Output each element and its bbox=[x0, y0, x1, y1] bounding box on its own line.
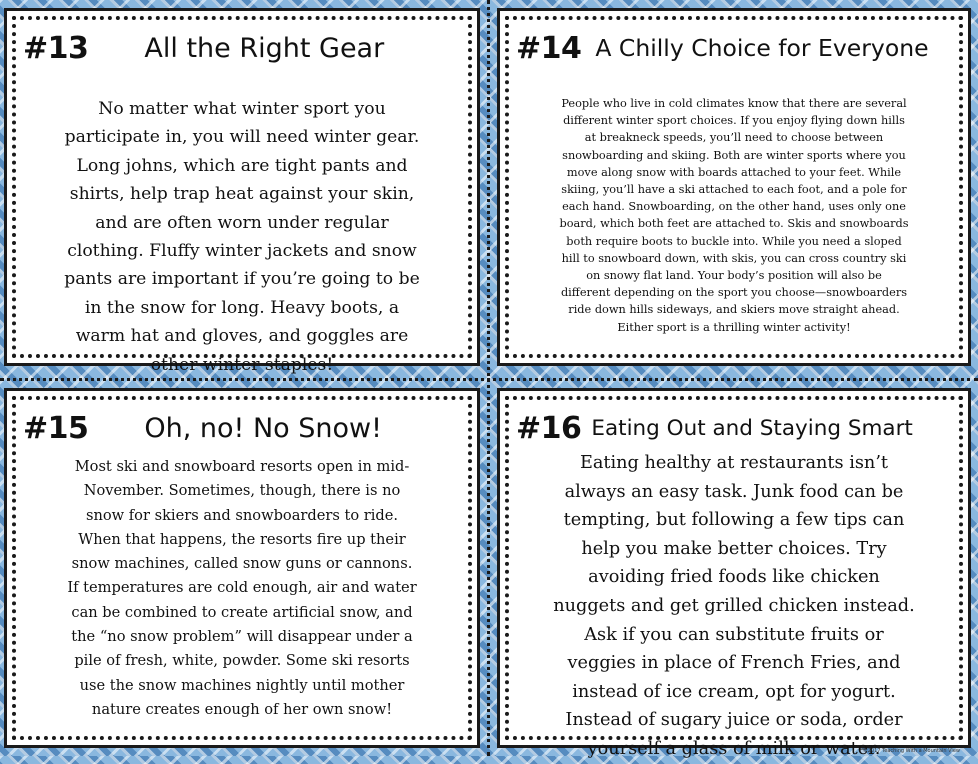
card-header bbox=[516, 405, 956, 451]
card-number: #13 bbox=[23, 30, 89, 66]
text-line: nature creates enough of her own snow! bbox=[91, 700, 393, 718]
task-card-14 bbox=[497, 8, 971, 366]
text-line: Eating healthy at restaurants isn’t bbox=[579, 453, 889, 473]
text-line: other winter staples! bbox=[150, 354, 334, 375]
card-body bbox=[512, 449, 956, 764]
card-body bbox=[19, 95, 465, 379]
card-title: Oh, no! No Snow! bbox=[144, 412, 382, 444]
text-line: participate in, you will need winter gear. bbox=[64, 127, 420, 148]
card-header bbox=[516, 25, 956, 71]
card-body bbox=[19, 455, 465, 722]
text-line: each hand. Snowboarding, on the other hand, uses only one bbox=[562, 200, 906, 214]
text-line: the “no snow problem” will disappear under a bbox=[71, 628, 413, 646]
card-header bbox=[23, 25, 465, 71]
text-line: Instead of sugary juice or soda, order bbox=[565, 710, 903, 731]
text-line: always an easy task. Junk food can be bbox=[564, 481, 904, 502]
text-line: instead of ice cream, opt for yogurt. bbox=[572, 681, 896, 702]
copyright-notice: ©2017 Teaching With a Mountain View bbox=[862, 748, 960, 754]
text-line: Either sport is a thrilling winter activity! bbox=[617, 320, 851, 334]
text-line: shirts, help trap heat against your skin, bbox=[69, 184, 415, 205]
text-line: different winter sport choices. If you enjoy flying down hills bbox=[563, 114, 905, 128]
card-header bbox=[23, 405, 465, 451]
card-title: A Chilly Choice for Everyone bbox=[595, 34, 929, 62]
card-title: All the Right Gear bbox=[144, 32, 385, 64]
card-number: #16 bbox=[516, 410, 582, 446]
text-line: snow for skiers and snowboarders to ride. bbox=[85, 506, 399, 524]
text-line: help you make better choices. Try bbox=[581, 538, 887, 559]
text-line: can be combined to create artificial snow, and bbox=[71, 603, 413, 621]
text-line: November. Sometimes, though, there is no bbox=[83, 482, 401, 500]
text-line: snow machines, called snow guns or cannons. bbox=[71, 555, 413, 573]
text-line: People who live in cold climates know that there are several bbox=[561, 97, 907, 110]
card-title: Eating Out and Staying Smart bbox=[591, 415, 913, 441]
text-line: on snowy flat land. Your body’s position will also be bbox=[586, 269, 882, 283]
text-line: snowboarding and skiing. Both are winter sports where you bbox=[562, 148, 906, 162]
task-card-15 bbox=[4, 388, 480, 748]
text-line: tempting, but following a few tips can bbox=[563, 510, 905, 531]
text-line: Ask if you can substitute fruits or bbox=[584, 624, 884, 645]
text-line: ride down hills sideways, and skiers move straight ahead. bbox=[568, 303, 900, 317]
text-line: and are often worn under regular bbox=[95, 212, 389, 233]
text-line: pile of fresh, white, powder. Some ski resorts bbox=[74, 652, 410, 670]
text-line: hill to snowboard down, with skis, you can cross country ski bbox=[561, 251, 907, 265]
text-line: nuggets and get grilled chicken instead. bbox=[553, 595, 915, 616]
gutter-dotted-line-vertical bbox=[487, 0, 490, 756]
text-line: pants are important if you’re going to be bbox=[64, 269, 420, 290]
text-line: warm hat and gloves, and goggles are bbox=[75, 326, 409, 347]
card-number: #15 bbox=[23, 410, 89, 446]
text-line: Long johns, which are tight pants and bbox=[76, 155, 408, 176]
text-line: different depending on the sport you choose—snowboarders bbox=[560, 286, 908, 300]
text-line: yourself a glass of milk or water. bbox=[587, 738, 881, 759]
text-line: If temperatures are cold enough, air and water bbox=[67, 579, 417, 597]
text-line: veggies in place of French Fries, and bbox=[567, 653, 901, 674]
text-line: in the snow for long. Heavy boots, a bbox=[84, 297, 400, 318]
text-line: at breakneck speeds, you’ll need to choose between bbox=[584, 131, 884, 145]
text-line: No matter what winter sport you bbox=[98, 99, 386, 119]
text-line: When that happens, the resorts fire up their bbox=[78, 530, 406, 548]
card-body bbox=[510, 95, 958, 336]
text-line: move along snow with boards attached to your feet. While bbox=[566, 165, 902, 179]
task-card-13 bbox=[4, 8, 480, 375]
text-line: both require boots to buckle into. While you need a sloped bbox=[566, 234, 902, 248]
text-line: board, which both feet are attached to. Skis and snowboards bbox=[559, 217, 909, 231]
text-line: Most ski and snowboard resorts open in mid- bbox=[74, 458, 410, 475]
card-number: #14 bbox=[516, 30, 582, 66]
text-line: skiing, you’ll have a ski attached to each foot, and a pole for bbox=[561, 183, 907, 197]
text-line: avoiding fried foods like chicken bbox=[588, 567, 880, 588]
text-line: use the snow machines nightly until mother bbox=[79, 676, 405, 694]
text-line: clothing. Fluffy winter jackets and snow bbox=[67, 241, 417, 262]
